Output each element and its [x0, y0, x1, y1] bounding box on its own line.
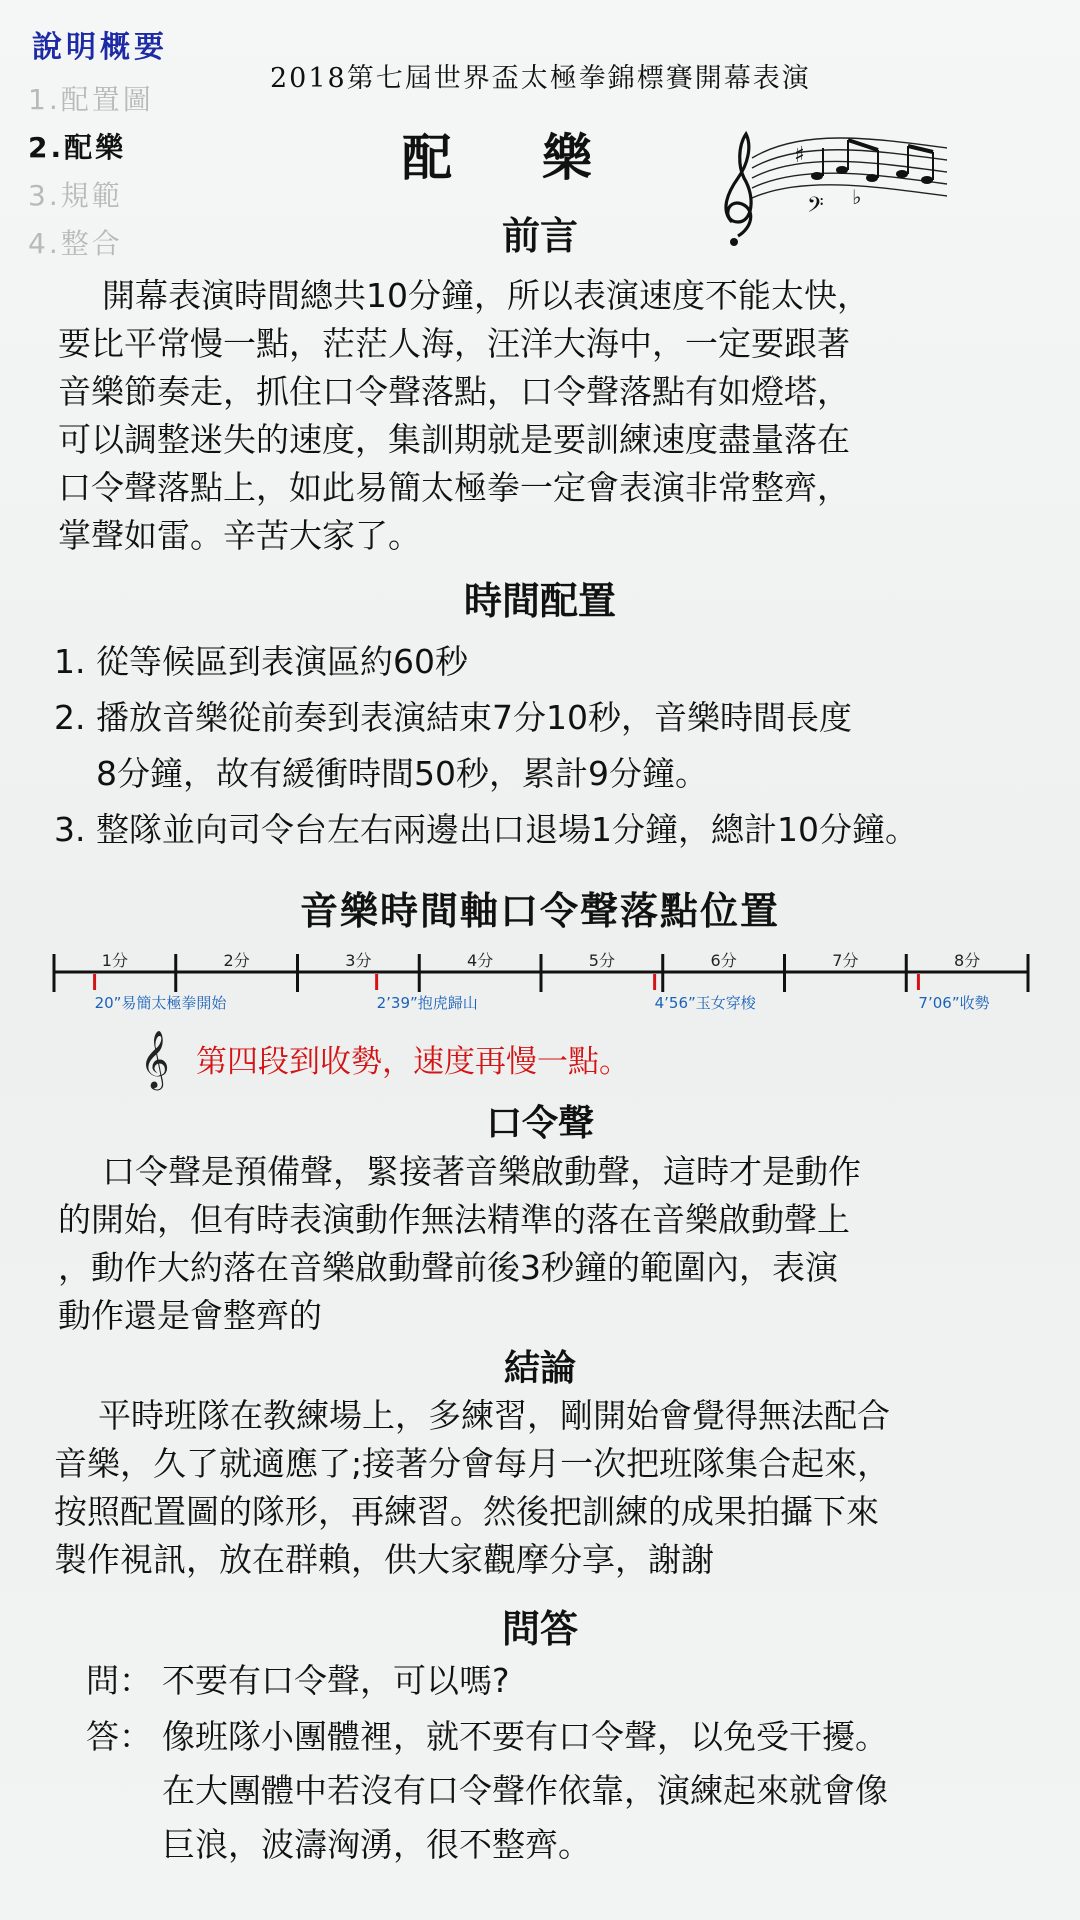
time-allocation-list [54, 634, 1064, 858]
timeline-minute-label: 1分 [101, 951, 128, 970]
qa-answer-label: 答： [86, 1717, 152, 1756]
nav-item-rules[interactable]: 3.規範 [28, 179, 123, 212]
time-allocation-heading: 時間配置 [463, 578, 616, 623]
timeline-minute-label: 6分 [710, 951, 737, 970]
list-item: 3. 整隊並向司令台左右兩邊出口退場1分鐘，總計10分鐘。 [54, 810, 918, 849]
conclusion-heading: 結論 [503, 1347, 576, 1389]
page-title: 配樂 [402, 128, 682, 187]
qa-answer-line: 巨浪，波濤洶湧，很不整齊。 [162, 1825, 591, 1864]
qa-question-text: 不要有口令聲，可以嗎? [162, 1661, 510, 1700]
qa-question-label: 問： [86, 1661, 152, 1700]
timeline-minute-label: 5分 [588, 951, 615, 970]
preface-line: 口令聲落點上，如此易簡太極拳一定會表演非常整齊， [58, 468, 850, 507]
conclusion-line: 按照配置圖的隊形，再練習。然後把訓練的成果拍攝下來 [54, 1492, 879, 1531]
conclusion-line: 平時班隊在教練場上，多練習，剛開始會覺得無法配合 [98, 1396, 890, 1435]
timeline-minute-label: 4分 [467, 951, 494, 970]
preface-text [58, 272, 1058, 560]
command-text [58, 1148, 1058, 1340]
list-item: 2. 播放音樂從前奏到表演結束7分10秒，音樂時間長度 [54, 698, 852, 737]
timeline-minute-label: 3分 [345, 951, 372, 970]
qa-heading: 問答 [501, 1606, 578, 1651]
conclusion-line: 音樂，久了就適應了;接著分會每月一次把班隊集合起來， [54, 1444, 891, 1483]
timeline-marker-label: 2’39”抱虎歸山 [376, 994, 478, 1012]
event-title: 2018第七屆世界盃太極拳錦標賽開幕表演 [270, 63, 811, 94]
timeline-minute-label: 8分 [954, 951, 981, 970]
preface-heading: 前言 [501, 213, 578, 258]
conclusion-line: 製作視訊，放在群賴，供大家觀摩分享，謝謝 [54, 1540, 714, 1579]
svg-text:𝄢: 𝄢 [807, 193, 824, 223]
timeline-minute-label: 2分 [223, 951, 250, 970]
qa-answer-text [162, 1710, 1052, 1872]
timeline-marker-label: 20”易簡太極拳開始 [94, 994, 227, 1012]
preface-line: 開幕表演時間總共10分鐘，所以表演速度不能太快， [102, 276, 870, 315]
nav-item-music[interactable]: 2.配樂 [28, 131, 127, 164]
tempo-note: 第四段到收勢，速度再慢一點。 [196, 1044, 630, 1080]
timeline-marker-label: 4’56”玉女穿梭 [654, 994, 756, 1012]
timeline-minute-label: 7分 [832, 951, 859, 970]
command-line: 動作還是會整齊的 [58, 1296, 322, 1335]
command-line: 口令聲是預備聲，緊接著音樂啟動聲，這時才是動作 [102, 1152, 861, 1191]
nav-title: 說明概要 [32, 30, 168, 65]
treble-clef-icon: 𝄞 [140, 1030, 170, 1088]
preface-line: 音樂節奏走，抓住口令聲落點，口令聲落點有如燈塔， [58, 372, 850, 411]
timeline-heading: 音樂時間軸口令聲落點位置 [299, 888, 780, 933]
timeline-marker-label: 7’06”收勢 [918, 994, 990, 1012]
list-item: 8分鐘，故有緩衝時間50秒，累計9分鐘。 [96, 754, 708, 793]
command-line: ，動作大約落在音樂啟動聲前後3秒鐘的範圍內，表演 [58, 1248, 838, 1287]
nav-item-layout[interactable]: 1.配置圖 [28, 83, 154, 116]
svg-text:♭: ♭ [852, 185, 862, 209]
qa-answer-line: 像班隊小團體裡，就不要有口令聲，以免受干擾。 [162, 1717, 888, 1756]
preface-line: 可以調整迷失的速度，集訓期就是要訓練速度盡量落在 [58, 420, 850, 459]
list-item: 1. 從等候區到表演區約60秒 [54, 642, 468, 681]
music-timeline [0, 940, 1080, 1020]
preface-line: 要比平常慢一點，茫茫人海，汪洋大海中，一定要跟著 [58, 324, 850, 363]
preface-line: 掌聲如雷。辛苦大家了。 [58, 516, 421, 555]
svg-text:♯: ♯ [794, 143, 805, 168]
nav-item-integration[interactable]: 4.整合 [28, 227, 123, 260]
qa-answer-line: 在大團體中若沒有口令聲作依靠，演練起來就會像 [162, 1771, 888, 1810]
command-heading: 口令聲 [485, 1102, 594, 1144]
conclusion-text [54, 1392, 1064, 1584]
command-line: 的開始，但有時表演動作無法精準的落在音樂啟動聲上 [58, 1200, 850, 1239]
